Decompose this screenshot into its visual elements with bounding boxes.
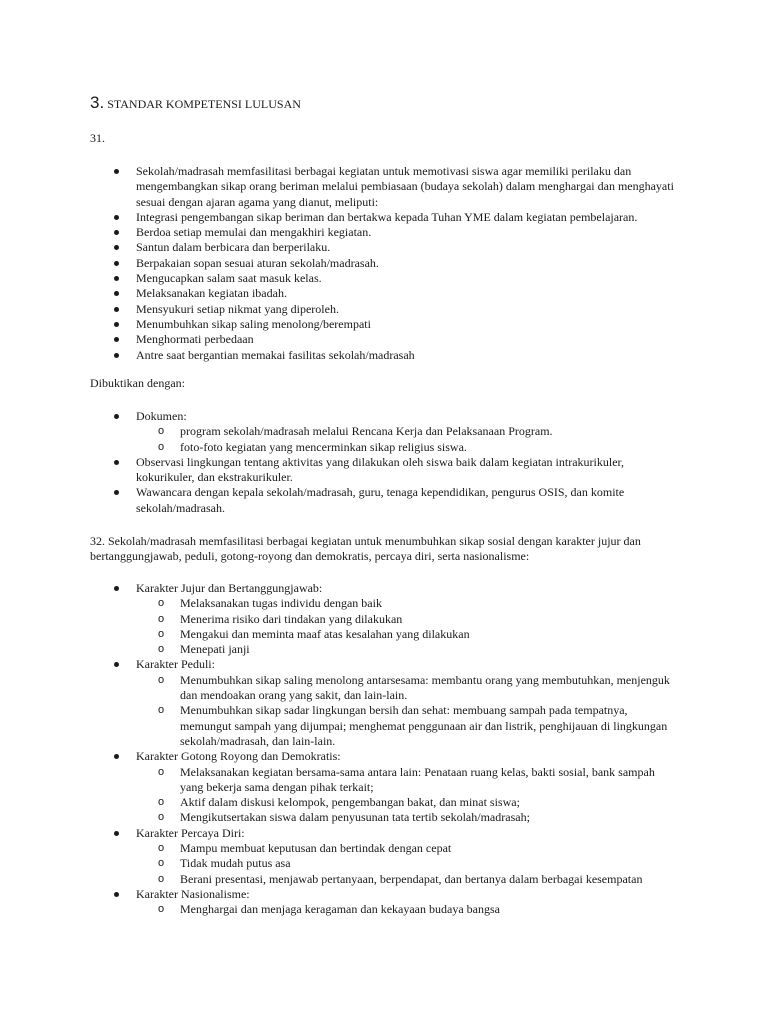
sub-list-item: o Menumbuhkan sikap saling menolong antarsesama: membantu orang yang membutuhkan, menjenguk dan mendoakan orang yang sakit, dan lain-lain. [90, 673, 680, 704]
sub-list-item: o Tidak mudah putus asa [90, 856, 680, 871]
list-item: Wawancara dengan kepala sekolah/madrasah, guru, tenaga kependidikan, pengurus OSIS, dan komite sekolah/madrasah. [90, 485, 680, 516]
sub-list [136, 673, 680, 749]
sub-list [136, 765, 680, 826]
list-item: Menumbuhkan sikap saling menolong/berempati [90, 317, 680, 332]
list-item [90, 409, 680, 455]
list-item-text: Karakter Nasionalisme: [136, 886, 250, 901]
list-item-text: Karakter Jujur dan Bertanggungjawab: [136, 581, 323, 595]
item-32-intro: 32. Sekolah/madrasah memfasilitasi berbagai kegiatan untuk menumbuhkan sikap sosial dengan karakter jujur dan bertanggungjawab, peduli, gotong-royong dan demokratis, percaya diri, serta nasionalisme: [90, 534, 641, 564]
list-item-text: Karakter Peduli: [136, 657, 215, 672]
section-number: 3. [90, 93, 105, 112]
list-item: Sekolah/madrasah memfasilitasi berbagai kegiatan untuk memotivasi siswa agar memiliki perilaku dan mengembangkan sikap orang beriman melalui pembiasaan (budaya sekolah) dalam menghargai dan menghayati sesuai dengan ajaran agama yang dianut, meliputi: [90, 164, 680, 210]
list-item-text: Dokumen: [136, 409, 187, 423]
sub-list-item: o Mampu membuat keputusan dan bertindak dengan cepat [90, 841, 680, 856]
list-item: Integrasi pengembangan sikap beriman dan bertakwa kepada Tuhan YME dalam kegiatan pembelajaran. [90, 210, 680, 225]
sub-list [136, 902, 680, 917]
list-item: Santun dalam berbicara dan berperilaku. [90, 240, 680, 255]
list-item-text: Karakter Gotong Royong dan Demokratis: [136, 749, 341, 764]
list-item: Antre saat bergantian memakai fasilitas sekolah/madrasah [90, 348, 680, 363]
sub-list-item: o Aktif dalam diskusi kelompok, pengembangan bakat, dan minat siswa; [90, 795, 680, 810]
sub-list-item: o Menerima risiko dari tindakan yang dilakukan [90, 612, 680, 627]
item-31-list [90, 164, 680, 363]
sub-list [136, 596, 680, 657]
list-item [90, 581, 680, 657]
list-item [90, 749, 680, 825]
sub-list-item: o program sekolah/madrasah melalui Rencana Kerja dan Pelaksanaan Program. [90, 424, 680, 439]
sub-list-item: o Menepati janji [90, 642, 680, 657]
item-32-list [90, 581, 680, 918]
item-31-label: 31. [90, 131, 105, 145]
evidence-label: Dibuktikan dengan: [90, 376, 185, 390]
list-item: Mengucapkan salam saat masuk kelas. [90, 271, 680, 286]
sub-list-item: o Mengikutsertakan siswa dalam penyusunan tata tertib sekolah/madrasah; [90, 810, 680, 825]
list-item [90, 826, 680, 887]
list-item: Berpakaian sopan sesuai aturan sekolah/madrasah. [90, 256, 680, 271]
sub-list-item: o Melaksanakan tugas individu dengan baik [90, 596, 680, 611]
sub-list-item: o foto-foto kegiatan yang mencerminkan sikap religius siswa. [90, 440, 680, 455]
list-item [90, 887, 680, 918]
sub-list-item: o Melaksanakan kegiatan bersama-sama antara lain: Penataan ruang kelas, bakti sosial, bank sampah yang bekerja sama dengan pihak terkait; [90, 765, 680, 796]
section-title: STANDAR KOMPETENSI LULUSAN [107, 97, 301, 111]
section-heading [90, 93, 301, 114]
list-item: Melaksanakan kegiatan ibadah. [90, 286, 680, 301]
sub-list-item: o Berani presentasi, menjawab pertanyaan, berpendapat, dan bertanya dalam berbagai kesempatan [90, 872, 680, 887]
sub-list-item: o Mengakui dan meminta maaf atas kesalahan yang dilakukan [90, 627, 680, 642]
sub-list-item: o Menghargai dan menjaga keragaman dan kekayaan budaya bangsa [90, 902, 680, 917]
sub-list [136, 424, 680, 455]
list-item-text: Karakter Percaya Diri: [136, 825, 245, 840]
list-item: Menghormati perbedaan [90, 332, 680, 347]
list-item: Mensyukuri setiap nikmat yang diperoleh. [90, 302, 680, 317]
sub-list-item: o Menumbuhkan sikap sadar lingkungan bersih dan sehat: membuang sampah pada tempatnya, memungut sampah yang dijumpai; menghemat penggunaan air dan listrik, penghijauan di lingkungan sekolah/madrasah, dan lain-lain. [90, 703, 680, 749]
sub-list [136, 841, 680, 887]
list-item: Berdoa setiap memulai dan mengakhiri kegiatan. [90, 225, 680, 240]
list-item [90, 657, 680, 749]
list-item: Observasi lingkungan tentang aktivitas yang dilakukan oleh siswa baik dalam kegiatan intrakurikuler, kokurikuler, dan ekstrakurikuler. [90, 455, 680, 486]
evidence-list [90, 409, 680, 516]
